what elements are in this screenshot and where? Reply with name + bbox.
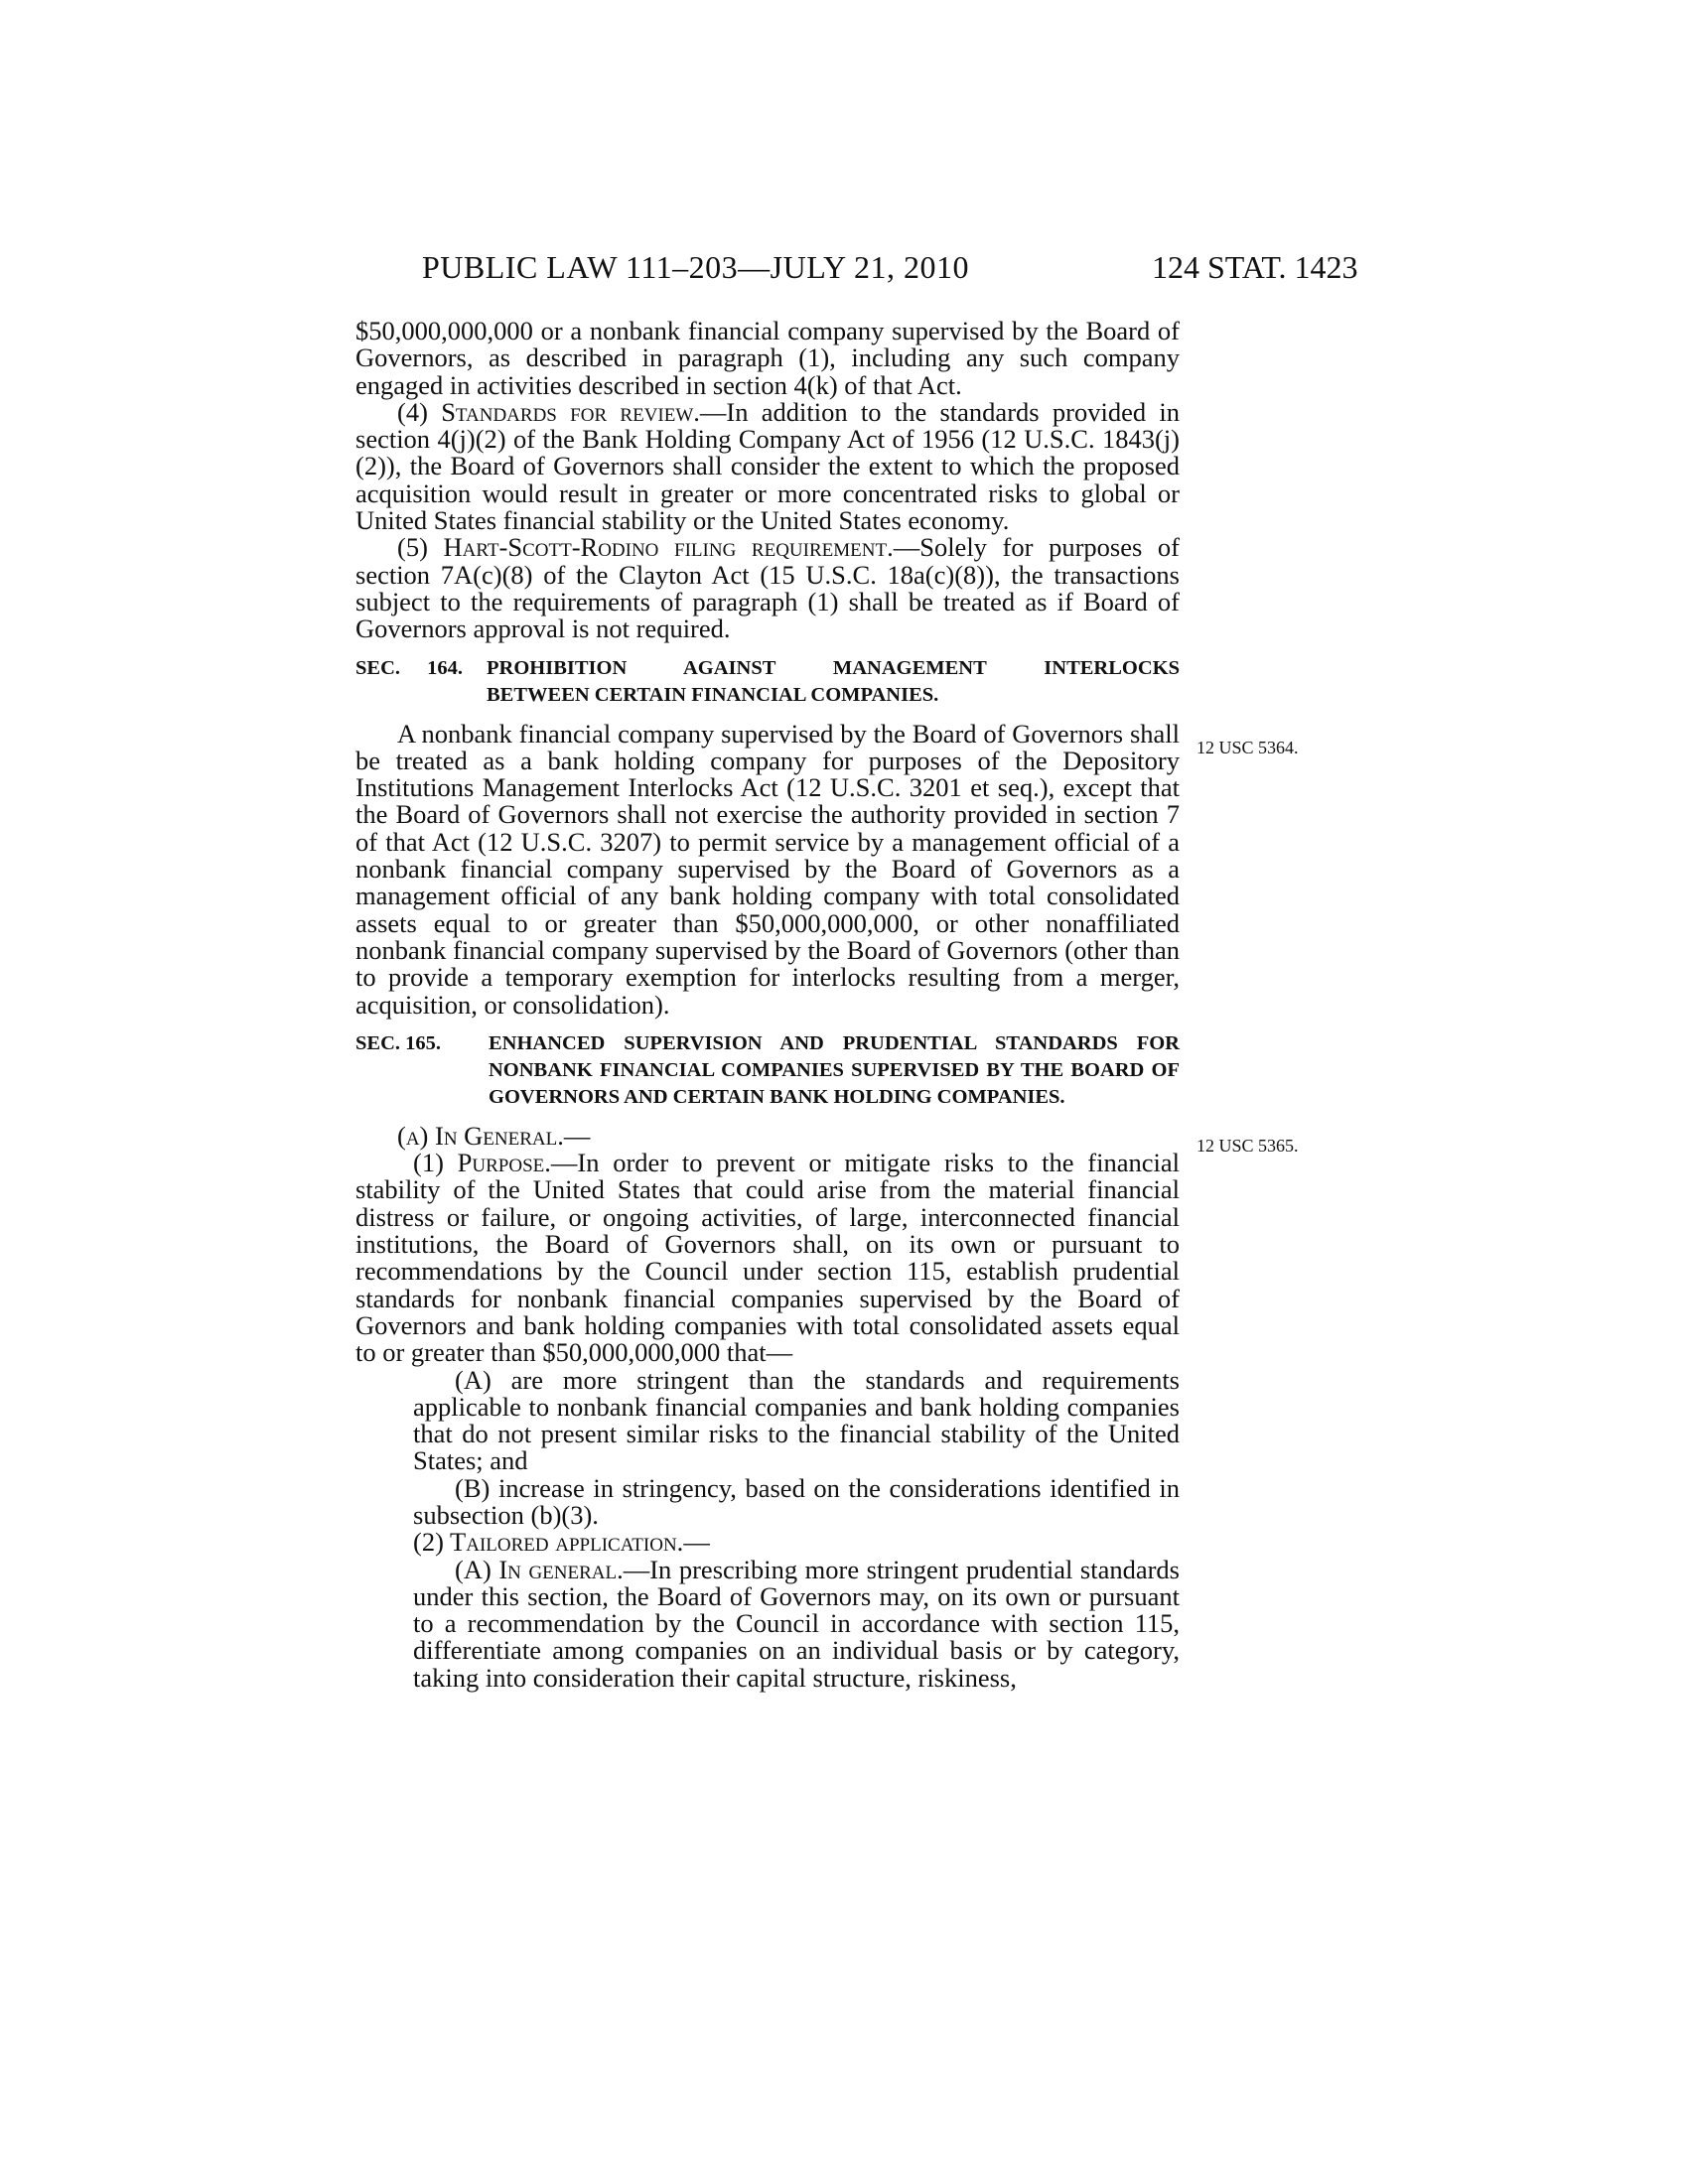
paragraph-a2-heading: (2) Tailored application.: [413, 1527, 684, 1558]
paragraph-5-text: —Solely for purposes of section 7A(c)(8) of the Clayton Act (15 U.S.C. 18a(c)(8)), the transactions subject to the requirements of paragraph (1) shall be treated as if Board of Governors approval is not required.: [355, 532, 1180, 644]
continued-paragraph: $50,000,000,000 or a nonbank financial company supervised by the Board of Governors, as described in paragraph (1), including any such company engaged in activities described in section 4(k) of that Act.: [355, 316, 1180, 400]
running-header-title: PUBLIC LAW 111–203—JULY 21, 2010: [422, 249, 969, 285]
paragraph-a1-heading: (1) Purpose.: [413, 1148, 551, 1178]
section-165-label: SEC. 165.: [355, 1031, 442, 1054]
section-164-title: [487, 655, 1180, 709]
paragraph-4-heading: (4) Standards for review.: [397, 396, 700, 427]
section-164-label: [355, 655, 487, 709]
section-165-title: ENHANCED SUPERVISION AND PRUDENTIAL STANDARDS FOR NONBANK FINANCIAL COMPANIES SUPERVISED BY THE BOARD OF GOVERNORS AND CERTAIN BANK HOLDING COMPANIES.: [489, 1031, 1180, 1108]
paragraph-a1: [355, 1150, 1180, 1366]
subparagraph-a2A-heading: (A) In general.: [455, 1554, 624, 1584]
section-164-heading: [355, 655, 1180, 709]
running-header-stat: 124 STAT. 1423: [1152, 249, 1358, 285]
subsection-a-heading: (a) In General.: [397, 1120, 564, 1151]
paragraph-5-heading: (5) Hart-Scott-Rodino filing requirement.: [397, 532, 894, 563]
section-164-text: A nonbank financial company supervised by the Board of Governors shall be treated as a bank holding company for purposes of the Depository Institutions Management Interlocks Act (12 U.S.C. 3201 et seq.), except that the Board of Governors shall not exercise the authority provided in section 7 of that Act (12 U.S.C. 3207) to permit service by a management official of a nonbank financial company supervised by the Board of Governors as a management official of any bank holding company with total consolidated assets equal to or greater than $50,000,000,000, or other nonaffiliated nonbank financial company supervised by the Board of Governors (other than to provide a temporary exemption for interlocks resulting from a merger, acquisition, or consolidation).: [355, 718, 1180, 1020]
section-164-title-line2: BETWEEN CERTAIN FINANCIAL COMPANIES.: [487, 683, 939, 706]
subsection-a-dash: —: [563, 1120, 591, 1151]
paragraph-a1-text: —In order to prevent or mitigate risks to the financial stability of the United States that could arise from the material financial distress or failure, or ongoing activities, of large, interconnected financial institutions, the Board of Governors shall, on its own or pursuant to recommendations by the Council under section 115, establish prudential standards for nonbank financial companies supervised by the Board of Governors and bank holding companies with total consolidated assets equal to or greater than $50,000,000,000 that—: [355, 1148, 1180, 1368]
section-164-label-sec: SEC.: [355, 656, 401, 679]
paragraph-a2: [355, 1529, 1180, 1556]
paragraph-4: [355, 396, 1180, 536]
section-164-label-number: 164.: [427, 656, 463, 679]
subparagraph-a1B: (B) increase in stringency, based on the considerations identified in subsection (b)(3).: [413, 1472, 1180, 1530]
section-165-heading: [355, 1030, 1180, 1111]
document-body: [355, 318, 1180, 1692]
subsection-a: [355, 1120, 1180, 1151]
paragraph-4-text: —In addition to the standards provided in section 4(j)(2) of the Bank Holding Company Act of 1956 (12 U.S.C. 1843(j)(2)), the Board of Governors shall consider the extent to which the proposed acquisition would result in greater or more concentrated risks to global or United States financial stability or the United States economy.: [355, 396, 1180, 536]
paragraph-a2-dash: —: [683, 1527, 710, 1558]
subparagraph-a2A-text: —In prescribing more stringent prudential standards under this section, the Board of Governors may, on its own or pursuant to a recommendation by the Council in accordance with section 115, differentiate among companies on an individual basis or by category, taking into consideration their capital structure, riskiness,: [413, 1554, 1180, 1693]
subparagraph-a1A: (A) are more stringent than the standards and requirements applicable to nonbank financial companies and bank holding companies that do not present similar risks to the financial stability of the United States; and: [413, 1364, 1180, 1476]
subparagraph-a2A: [355, 1554, 1180, 1693]
paragraph-5: [355, 534, 1180, 642]
section-164-title-line1: PROHIBITION AGAINST MANAGEMENT INTERLOCKS: [487, 656, 1180, 679]
margin-note-sec165: 12 USC 5365.: [1196, 1136, 1299, 1156]
margin-note-sec164: 12 USC 5364.: [1196, 738, 1299, 757]
